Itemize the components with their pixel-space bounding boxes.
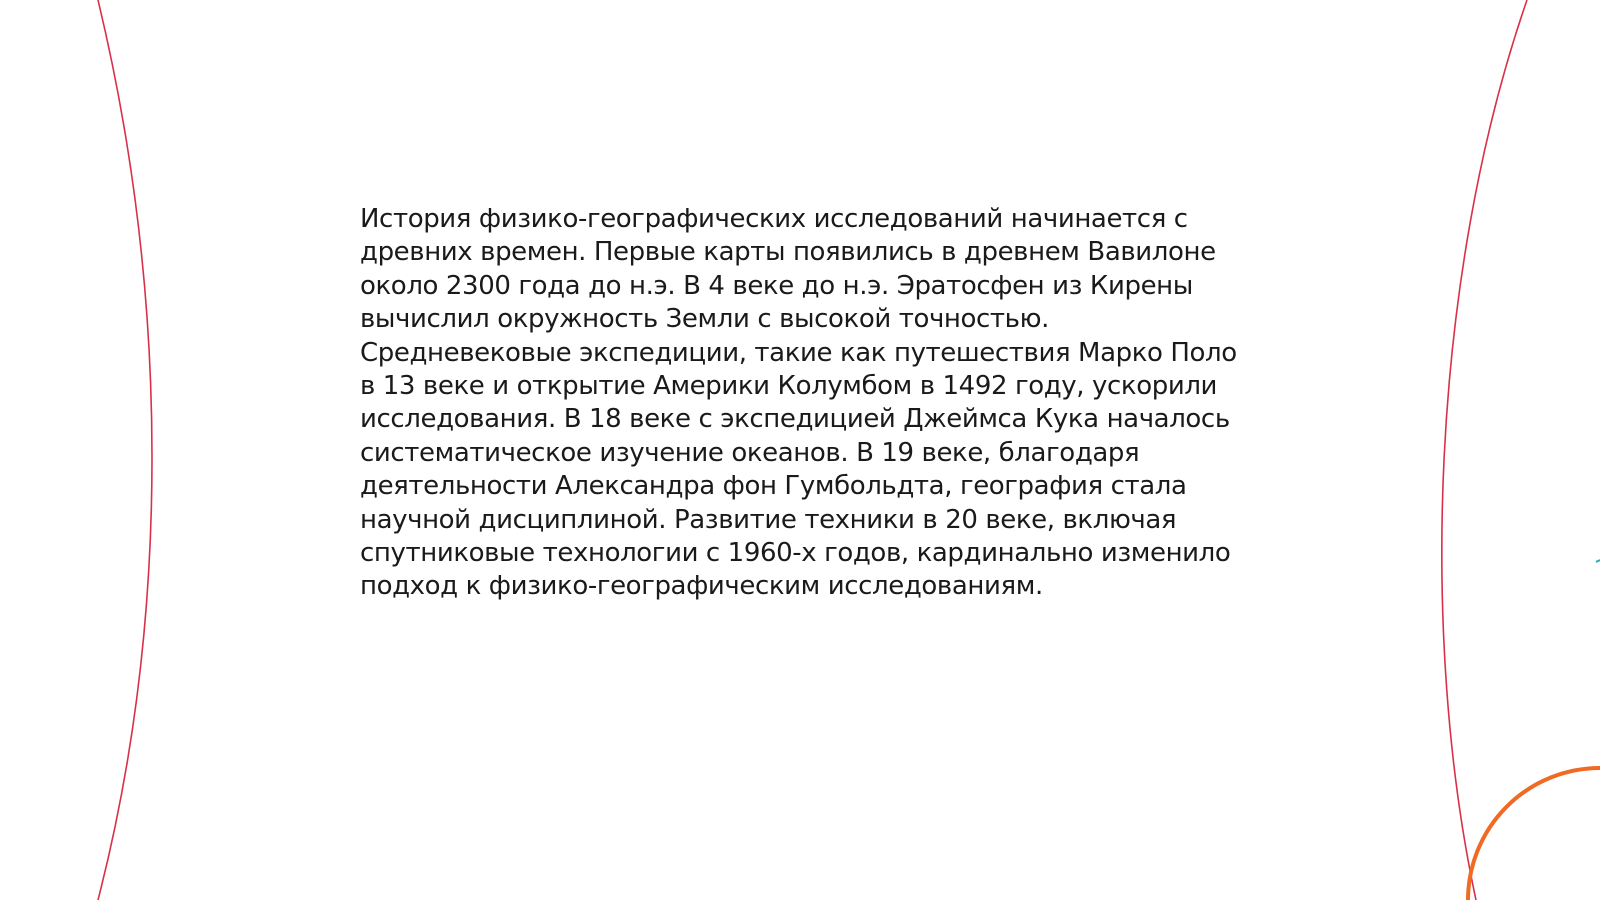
teal-accent-mark [1596,560,1600,562]
orange-circle-outline [1468,768,1600,900]
right-arc-line [1442,0,1527,900]
body-paragraph: История физико-географических исследований начинается с древних времен. Первые карты появились в древнем Вавилоне около 2300 года до н.э. В 4 веке до н.э. Эратосфен из Кирены вычислил окружность Земли с высокой точностью. Средневековые экспедиции, такие как путешествия Марко Поло в 13 веке и открытие Америки Колумбом в 1492 году, ускорили исследования. В 18 веке с экспедицией Джеймса Кука началось систематическое изучение океанов. В 19 веке, благодаря деятельности Александра фон Гумбольдта, география стала научной дисциплиной. Развитие техники в 20 веке, включая спутниковые технологии с 1960-х годов, кардинально изменило подход к физико-географическим исследованиям. [360,204,1237,602]
left-arc-line [98,0,152,900]
